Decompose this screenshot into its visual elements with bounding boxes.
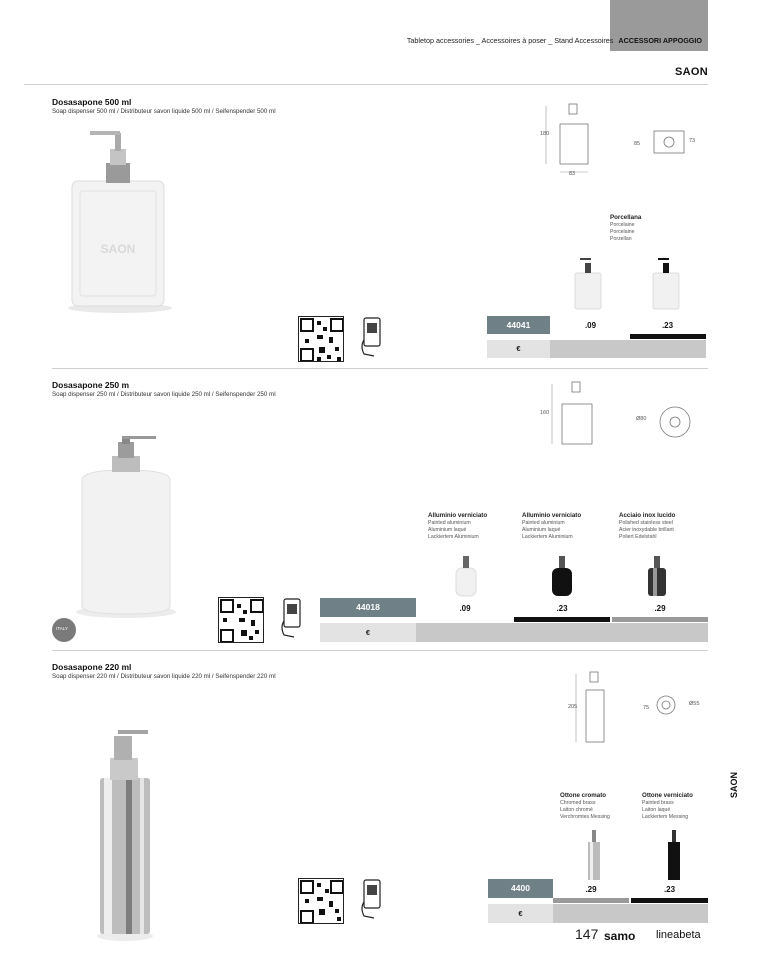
finish-line: Painted aluminium [428,520,471,526]
product-code: 44041 [487,316,550,334]
qr-code[interactable] [218,597,264,643]
finish-line: Lackiertem Messing [642,814,689,820]
finish-title: Ottone verniciato [642,792,693,799]
product-title: Dosasapone 220 ml [52,662,132,672]
breadcrumb [407,36,705,45]
brand-logo: samo [604,929,636,943]
variant-price: .29 [654,604,666,613]
variant-thumb-white [572,255,604,311]
variant-price: .23 [661,321,674,330]
divider [52,368,708,369]
finish-title: Alluminio verniciato [522,512,582,519]
dimension-label: 205 [568,704,578,710]
currency-label: € [488,904,553,923]
finish-line: Polished stainless steel [619,520,673,526]
finish-bar-black [631,898,708,903]
material-title: Porcellana [610,214,642,221]
divider [24,84,708,85]
dimension-label: 83 [569,171,576,177]
phone-scan-icon [358,878,386,920]
collection-title: SAON [675,66,708,78]
product-image-chrome-dispenser [92,728,162,944]
qr-code[interactable] [298,316,344,362]
finish-bar-steel [612,617,708,622]
page-number: 147 [575,926,599,942]
technical-drawing-front [538,100,598,180]
variant-price: .09 [584,321,597,330]
breadcrumb-highlight: ACCESSORI APPOGGIO [618,36,702,45]
price-bar [416,623,708,642]
finish-line: Painted brass [642,800,674,806]
product-image-porcelain-dispenser [60,125,180,315]
finish-line: Aluminium laqué [522,527,561,533]
finish-title: Alluminio verniciato [428,512,488,519]
qr-code[interactable] [298,878,344,924]
product-code: 44018 [320,598,416,617]
price-bar [553,904,708,923]
brand-sub: lineabeta [656,929,701,941]
finish-line: Laiton chromé [560,807,593,813]
finish-title: Ottone cromato [560,792,607,799]
finish-bar-chrome [553,898,629,903]
dimension-label: 75 [643,705,650,711]
finish-line: Verchromtes Messing [560,814,610,820]
product-title: Dosasapone 500 ml [52,97,132,107]
variant-price: .23 [663,885,676,894]
product-title: Dosasapone 250 m [52,380,130,390]
finish-bar-black [630,334,706,339]
variant-thumb-white-round [452,550,480,598]
technical-drawing-top [648,692,688,718]
finish-line: Lackiertem Aluminium [428,534,479,540]
svg-text:SAON: SAON [100,242,136,256]
material-line: Porcelaine [610,229,635,235]
breadcrumb-text: Tabletop accessories _ Accessoires à poser _ Stand Accessoires [406,36,614,45]
technical-drawing-top [650,402,700,442]
dimension-label: Ø55 [689,701,700,707]
product-subtitle: Soap dispenser 250 ml / Distributeur savon liquide 250 ml / Seifenspender 250 ml [52,391,276,398]
finish-line: Acier inoxydable brillant [619,527,674,533]
dimension-label: 160 [540,410,550,416]
variant-thumb-black-pump [650,255,682,311]
finish-line: Aluminium laqué [428,527,467,533]
variant-thumb-black-round [548,550,576,598]
phone-scan-icon [358,316,386,358]
product-subtitle: Soap dispenser 500 ml / Distributeur savon liquide 500 ml / Seifenspender 500 ml [52,108,276,115]
variant-price: .09 [459,604,471,613]
variant-thumb-chrome [584,828,604,882]
variant-thumb-steel-round [643,550,671,598]
variant-thumb-black [664,828,684,882]
variant-price: .29 [585,885,597,894]
finish-line: Chromed brass [560,800,596,806]
dimension-label: 180 [540,131,550,137]
material-line: Porcelaine [610,222,635,228]
price-bar [550,340,706,358]
side-collection-label: SAON [728,771,739,799]
divider [52,650,708,651]
currency-label: € [320,623,416,642]
finish-line: Laiton laqué [642,807,671,813]
finish-line: Poliert Edelstahl [619,534,657,540]
product-image-round-dispenser [60,430,190,620]
finish-bar-black [514,617,610,622]
material-line: Porzellan [610,236,632,242]
dimension-label: 73 [689,138,696,144]
dimension-label: 85 [634,141,641,147]
finish-title: Acciaio inox lucido [619,512,676,519]
currency-label: € [487,340,550,358]
product-code: 4400 [488,879,553,898]
variant-price: .23 [556,604,568,613]
product-subtitle: Soap dispenser 220 ml / Distributeur savon liquide 220 ml / Seifenspender 220 ml [52,673,276,680]
phone-scan-icon [278,597,306,639]
italy-label: ITALY [56,626,68,631]
finish-line: Painted aluminium [522,520,565,526]
dimension-label: Ø80 [636,416,647,422]
finish-line: Lackiertem Aluminium [522,534,573,540]
